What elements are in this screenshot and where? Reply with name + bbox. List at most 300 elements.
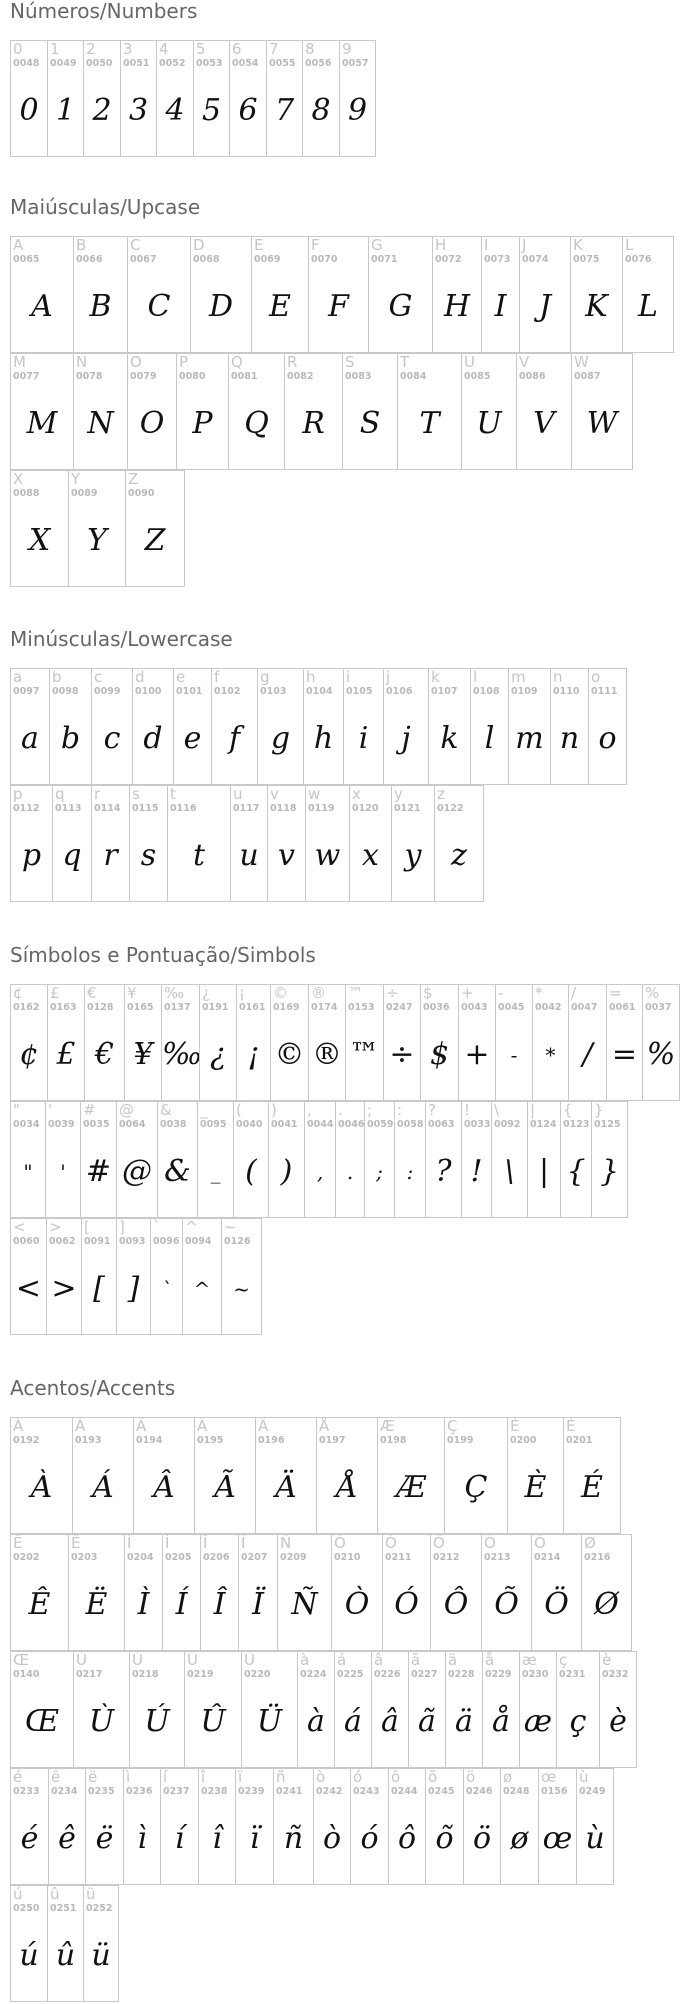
glyph-character-label: +: [461, 984, 474, 1002]
glyph-cell: [197, 1101, 234, 1218]
glyph-sample: z: [451, 838, 467, 873]
glyph-sample: W: [586, 406, 618, 441]
glyph-sample: .: [346, 1160, 354, 1184]
glyph-character-label: œ: [541, 1768, 557, 1786]
glyph-sample: Á: [92, 1470, 114, 1505]
glyph-row: [10, 1651, 636, 1768]
glyph-character-label: à: [300, 1651, 310, 1669]
glyph-sample: g: [270, 721, 291, 756]
glyph-cell: [10, 1768, 49, 1885]
glyph-sample: j: [401, 721, 411, 756]
glyph-cell: [68, 470, 126, 587]
glyph-code-label: 0070: [311, 254, 338, 265]
glyph-cell: [125, 470, 185, 587]
glyph-character-label: ÷: [386, 984, 399, 1002]
glyph-code-label: 0206: [203, 1552, 230, 1563]
glyph-sample: é: [20, 1821, 39, 1856]
glyph-sample: -: [510, 1043, 518, 1067]
glyph-character-label: ò: [316, 1768, 326, 1786]
glyph-code-label: 0116: [170, 803, 197, 814]
glyph-code-label: 0123: [563, 1119, 590, 1130]
glyph-code-label: 0244: [391, 1786, 418, 1797]
glyph-cell: [556, 1651, 600, 1768]
glyph-cell: [491, 1101, 528, 1218]
glyph-cell: [255, 1417, 317, 1534]
glyph-cell: [10, 1218, 47, 1335]
glyph-code-label: 0050: [86, 58, 113, 69]
glyph-cell: [116, 1101, 158, 1218]
glyph-sample: 1: [55, 93, 76, 128]
glyph-sample: I: [494, 289, 507, 324]
glyph-code-label: 0210: [334, 1552, 361, 1563]
glyph-cell: [516, 353, 572, 470]
glyph-cell: [133, 1417, 195, 1534]
glyph-character-label: ^: [185, 1218, 198, 1236]
glyph-character-label: ü: [86, 1885, 96, 1903]
glyph-character-label: ¢: [13, 984, 23, 1002]
glyph-cell: [83, 40, 121, 157]
glyph-character-label: o: [591, 668, 601, 686]
glyph-code-label: 0072: [435, 254, 462, 265]
glyph-code-label: 0097: [13, 686, 40, 697]
glyph-character-label: X: [13, 470, 24, 488]
glyph-character-label: £: [50, 984, 60, 1002]
glyph-sample: ö: [472, 1821, 492, 1856]
glyph-cell: [388, 1768, 426, 1885]
glyph-sample: î: [212, 1821, 222, 1856]
glyph-character-label: H: [435, 236, 447, 254]
glyph-code-label: 0112: [13, 803, 40, 814]
glyph-code-label: 0227: [411, 1669, 438, 1680]
glyph-character-label: f: [214, 668, 220, 686]
section-numbers: [10, 0, 655, 128]
glyph-cell: [68, 1534, 125, 1651]
glyph-character-label: l: [473, 668, 478, 686]
glyph-code-label: 0156: [541, 1786, 568, 1797]
glyph-character-label: 4: [159, 40, 169, 58]
glyph-code-label: 0117: [233, 803, 260, 814]
glyph-character-label: é: [13, 1768, 23, 1786]
glyph-code-label: 0071: [371, 254, 398, 265]
glyph-cell: [84, 984, 125, 1101]
glyph-character-label: /: [571, 984, 577, 1002]
glyph-character-label: Ï: [241, 1534, 246, 1552]
glyph-character-label: Û: [187, 1651, 198, 1669]
glyph-sample: ): [280, 1154, 293, 1189]
glyph-code-label: 0075: [573, 254, 600, 265]
glyph-character-label: W: [574, 353, 589, 371]
glyph-row: [10, 785, 483, 902]
glyph-sample: n: [559, 721, 580, 756]
glyph-code-label: 0089: [71, 488, 98, 499]
glyph-sample: t: [192, 838, 206, 873]
glyph-character-label: Ç: [447, 1417, 458, 1435]
glyph-sample: m: [515, 721, 544, 756]
glyph-cell: [532, 984, 569, 1101]
glyph-code-label: 0238: [201, 1786, 228, 1797]
glyph-sample: ^: [193, 1277, 211, 1301]
glyph-code-label: 0047: [571, 1002, 598, 1013]
glyph-sample: u: [239, 838, 259, 873]
glyph-code-label: 0073: [484, 254, 511, 265]
glyph-code-label: 0085: [464, 371, 491, 382]
glyph-cell: [383, 984, 421, 1101]
glyph-sample: ñ: [283, 1821, 304, 1856]
glyph-cell: [331, 1534, 383, 1651]
glyph-code-label: 0192: [13, 1435, 40, 1446]
glyph-sample: Œ: [24, 1704, 60, 1739]
glyph-code-label: 0242: [316, 1786, 343, 1797]
glyph-code-label: 0082: [287, 371, 314, 382]
glyph-character-label: ¡: [239, 984, 246, 1002]
glyph-sample: 8: [311, 93, 331, 128]
glyph-character-label: Ò: [334, 1534, 346, 1552]
glyph-code-label: 0068: [193, 254, 220, 265]
glyph-code-label: 0120: [352, 803, 379, 814]
glyph-character-label: ú: [13, 1885, 23, 1903]
glyph-cell: [10, 40, 48, 157]
glyph-character-label: p: [13, 785, 23, 803]
glyph-sample: Å: [336, 1470, 358, 1505]
glyph-sample: Ú: [144, 1704, 170, 1739]
glyph-character-label: Á: [75, 1417, 86, 1435]
glyph-sample: q: [62, 838, 82, 873]
glyph-cell: [397, 353, 462, 470]
glyph-cell: [10, 1885, 48, 2002]
glyph-cell: [377, 1417, 445, 1534]
glyph-cell: [270, 984, 309, 1101]
glyph-code-label: 0090: [128, 488, 155, 499]
glyph-sample: @: [122, 1154, 152, 1189]
glyph-sample: ê: [58, 1821, 76, 1856]
glyph-sample: A: [31, 289, 53, 324]
glyph-sample: ò: [322, 1821, 342, 1856]
glyph-character-label: N: [76, 353, 88, 371]
glyph-cell: [313, 1768, 351, 1885]
glyph-sample: ô: [397, 1821, 417, 1856]
glyph-character-label: Ñ: [280, 1534, 292, 1552]
glyph-code-label: 0067: [130, 254, 157, 265]
glyph-character-label: @: [119, 1101, 134, 1119]
glyph-code-label: 0084: [400, 371, 427, 382]
glyph-sample: v: [278, 838, 295, 873]
glyph-character-label: s: [132, 785, 140, 803]
glyph-cell: [173, 668, 212, 785]
glyph-character-label: ù: [579, 1768, 589, 1786]
glyph-cell: [576, 1768, 614, 1885]
glyph-sample: a: [21, 721, 39, 756]
glyph-character-label: ç: [559, 1651, 568, 1669]
glyph-code-label: 0197: [319, 1435, 346, 1446]
glyph-row: [10, 353, 632, 470]
glyph-character-label: [: [84, 1218, 90, 1236]
glyph-sample: d: [143, 721, 163, 756]
glyph-sample: H: [443, 289, 471, 324]
glyph-cell: [10, 1534, 69, 1651]
glyph-sample: p: [21, 838, 42, 873]
glyph-code-label: 0219: [187, 1669, 214, 1680]
glyph-sample: K: [585, 289, 608, 324]
glyph-cell: [45, 1101, 81, 1218]
glyph-cell: [83, 1885, 119, 2002]
glyph-sample: y: [404, 838, 422, 873]
glyph-cell: [273, 1768, 314, 1885]
glyph-cell: [408, 1651, 446, 1768]
glyph-code-label: 0237: [163, 1786, 190, 1797]
glyph-cell: [10, 470, 69, 587]
glyph-sample: à: [307, 1704, 325, 1739]
glyph-cell: [238, 1534, 278, 1651]
glyph-sample: Ô: [443, 1587, 469, 1622]
section-accents: [10, 1376, 655, 1973]
glyph-cell: [156, 40, 194, 157]
glyph-sample: T: [419, 406, 440, 441]
glyph-cell: [481, 1534, 532, 1651]
glyph-cell: [599, 1651, 637, 1768]
glyph-sample: ï: [249, 1821, 260, 1856]
glyph-code-label: 0205: [165, 1552, 192, 1563]
glyph-sample: $: [429, 1037, 450, 1072]
glyph-character-label: w: [308, 785, 321, 803]
glyph-code-label: 0034: [13, 1119, 40, 1130]
glyph-row: [10, 1101, 627, 1218]
glyph-character-label: %: [645, 984, 660, 1002]
glyph-cell: [85, 1768, 124, 1885]
glyph-code-label: 0122: [437, 803, 464, 814]
glyph-sample: Ä: [275, 1470, 297, 1505]
glyph-cell: [420, 984, 459, 1101]
glyph-sample: €: [94, 1037, 115, 1072]
glyph-code-label: 0035: [83, 1119, 110, 1130]
glyph-code-label: 0095: [200, 1119, 227, 1130]
glyph-sample: ;: [376, 1160, 383, 1184]
glyph-cell: [233, 1101, 269, 1218]
section-upcase: [10, 195, 658, 558]
glyph-character-label: c: [94, 668, 103, 686]
glyph-code-label: 0042: [535, 1002, 562, 1013]
glyph-cell: [368, 236, 433, 353]
glyph-character-label: h: [306, 668, 316, 686]
glyph-character-label: ): [271, 1101, 277, 1119]
glyph-sample: Y: [87, 523, 107, 558]
glyph-sample: ‰: [162, 1037, 203, 1072]
glyph-code-label: 0102: [214, 686, 241, 697]
glyph-cell: [568, 984, 607, 1101]
glyph-code-label: 0062: [49, 1236, 76, 1247]
glyph-code-label: 0224: [300, 1669, 327, 1680]
glyph-cell: [302, 40, 340, 157]
glyph-code-label: 0199: [447, 1435, 474, 1446]
glyph-character-label: =: [609, 984, 622, 1002]
glyph-row: [10, 40, 375, 157]
glyph-code-label: 0115: [132, 803, 159, 814]
glyph-character-label: Ó: [385, 1534, 397, 1552]
glyph-cell: [81, 1218, 117, 1335]
glyph-code-label: 0161: [239, 1002, 266, 1013]
glyph-cell: [91, 668, 133, 785]
glyph-cell: [550, 668, 589, 785]
glyph-code-label: 0103: [260, 686, 287, 697]
glyph-character-label: å: [485, 1651, 495, 1669]
glyph-cell: [531, 1534, 582, 1651]
glyph-cell: [124, 1534, 163, 1651]
glyph-code-label: 0048: [13, 58, 40, 69]
glyph-sample: û: [55, 1938, 76, 1973]
glyph-code-label: 0209: [280, 1552, 307, 1563]
section-heading: Minúsculas/Lowercase: [10, 627, 233, 651]
glyph-cell: [241, 1651, 298, 1768]
glyph-character-label: ï: [238, 1768, 243, 1786]
glyph-code-label: 0213: [484, 1552, 511, 1563]
glyph-code-label: 0043: [461, 1002, 488, 1013]
glyph-character-label: ì: [126, 1768, 131, 1786]
glyph-character-label: Ô: [433, 1534, 445, 1552]
glyph-sample: ,: [316, 1160, 324, 1184]
glyph-cell: [72, 1417, 134, 1534]
glyph-character-label: y: [394, 785, 403, 803]
glyph-code-label: 0212: [433, 1552, 460, 1563]
glyph-sample: *: [545, 1043, 556, 1067]
glyph-character-label: J: [522, 236, 527, 254]
glyph-cell: [308, 236, 369, 353]
glyph-character-label: Î: [203, 1534, 208, 1552]
glyph-code-label: 0228: [448, 1669, 475, 1680]
glyph-sample: U: [476, 406, 502, 441]
glyph-sample: Ç: [464, 1470, 488, 1505]
glyph-row: [10, 1417, 620, 1534]
glyph-code-label: 0229: [485, 1669, 512, 1680]
glyph-code-label: 0118: [270, 803, 297, 814]
glyph-cell: [80, 1101, 117, 1218]
glyph-cell: [430, 1534, 482, 1651]
glyph-sample: N: [87, 406, 114, 441]
glyph-character-label: B: [76, 236, 87, 254]
glyph-cell: [10, 668, 50, 785]
glyph-cell: [10, 1417, 73, 1534]
glyph-character-label: õ: [428, 1768, 438, 1786]
glyph-sample: À: [30, 1470, 53, 1505]
glyph-cell: [193, 40, 230, 157]
glyph-sample: í: [174, 1821, 185, 1856]
glyph-code-label: 0083: [345, 371, 372, 382]
glyph-sample: b: [60, 721, 81, 756]
glyph-character-label: î: [201, 1768, 206, 1786]
glyph-code-label: 0250: [13, 1903, 40, 1914]
glyph-sample: D: [208, 289, 234, 324]
glyph-character-label: -: [498, 984, 504, 1002]
glyph-character-label: ô: [391, 1768, 401, 1786]
glyph-sample: \: [504, 1154, 515, 1189]
glyph-cell: [383, 668, 429, 785]
glyph-character-label: :: [397, 1101, 403, 1119]
glyph-code-label: 0074: [522, 254, 549, 265]
glyph-cell: [350, 1768, 389, 1885]
glyph-code-label: 0232: [602, 1669, 629, 1680]
glyph-cell: [123, 1768, 161, 1885]
glyph-cell: [345, 984, 384, 1101]
glyph-code-label: 0214: [534, 1552, 561, 1563]
glyph-cell: [622, 236, 674, 353]
glyph-code-label: 0064: [119, 1119, 146, 1130]
glyph-code-label: 0056: [305, 58, 332, 69]
glyph-character-label: E: [254, 236, 264, 254]
glyph-cell: [461, 353, 517, 470]
glyph-code-label: 0057: [342, 58, 369, 69]
glyph-sample: 5: [201, 93, 222, 128]
glyph-sample: %: [646, 1037, 676, 1072]
glyph-code-label: 0124: [530, 1119, 557, 1130]
glyph-character-label: v: [270, 785, 279, 803]
glyph-character-label: S: [345, 353, 355, 371]
glyph-code-label: 0038: [160, 1119, 187, 1130]
glyph-row: [10, 984, 679, 1101]
glyph-character-label: R: [287, 353, 298, 371]
glyph-sample: ¥: [133, 1037, 153, 1072]
glyph-sample: O: [139, 406, 165, 441]
glyph-code-label: 0191: [202, 1002, 229, 1013]
glyph-code-label: 0069: [254, 254, 281, 265]
glyph-code-label: 0233: [13, 1786, 40, 1797]
glyph-cell: [308, 984, 346, 1101]
glyph-cell: [571, 353, 633, 470]
glyph-code-label: 0225: [337, 1669, 364, 1680]
glyph-code-label: 0076: [625, 254, 652, 265]
glyph-character-label: Ü: [244, 1651, 255, 1669]
glyph-code-label: 0194: [136, 1435, 163, 1446]
glyph-cell: [591, 1101, 628, 1218]
glyph-sample: w: [314, 838, 341, 873]
glyph-cell: [73, 236, 128, 353]
glyph-code-label: 0226: [374, 1669, 401, 1680]
glyph-sample: ¡: [247, 1037, 260, 1072]
glyph-code-label: 0121: [394, 803, 421, 814]
glyph-sample: Ê: [28, 1587, 51, 1622]
glyph-sample: Ù: [88, 1704, 115, 1739]
glyph-character-label: &: [160, 1101, 172, 1119]
glyph-character-label: j: [386, 668, 391, 686]
glyph-character-label: g: [260, 668, 270, 686]
glyph-character-label: 0: [13, 40, 23, 58]
glyph-character-label: ö: [466, 1768, 476, 1786]
glyph-character-label: #: [83, 1101, 96, 1119]
glyph-sample: e: [183, 721, 202, 756]
glyph-code-label: 0081: [231, 371, 258, 382]
glyph-code-label: 0245: [428, 1786, 455, 1797]
glyph-cell: [176, 353, 229, 470]
glyph-sample: ¿: [209, 1037, 227, 1072]
glyph-sample: 0: [19, 93, 39, 128]
glyph-character-label: Ë: [71, 1534, 81, 1552]
glyph-character-label: ™: [348, 984, 363, 1002]
glyph-sample: R: [302, 406, 325, 441]
glyph-code-label: 0104: [306, 686, 333, 697]
glyph-cell: [538, 1768, 577, 1885]
glyph-character-label: {: [563, 1101, 573, 1119]
glyph-sample: Í: [175, 1587, 188, 1622]
glyph-code-label: 0193: [75, 1435, 102, 1446]
glyph-character-label: ': [48, 1101, 53, 1119]
glyph-sample: S: [359, 406, 381, 441]
glyph-character-label: C: [130, 236, 141, 254]
glyph-character-label: €: [87, 984, 97, 1002]
glyph-character-label: I: [484, 236, 489, 254]
glyph-code-label: 0218: [132, 1669, 159, 1680]
glyph-cell: [235, 1768, 274, 1885]
glyph-code-label: 0049: [50, 58, 77, 69]
glyph-cell: [182, 1218, 222, 1335]
glyph-cell: [52, 785, 92, 902]
glyph-code-label: 0230: [522, 1669, 549, 1680]
